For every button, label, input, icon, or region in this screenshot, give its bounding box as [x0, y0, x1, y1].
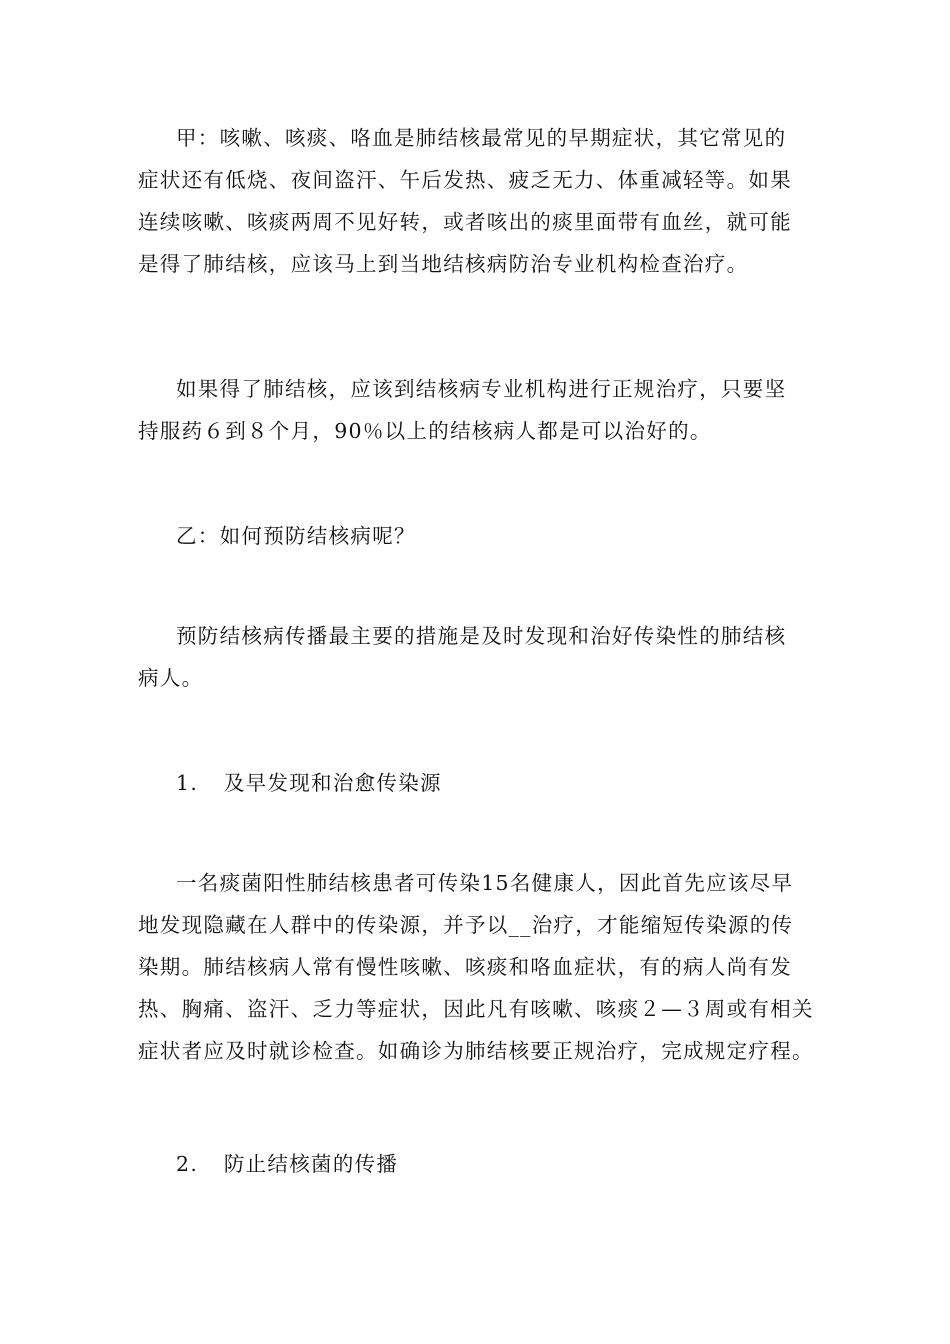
paragraph-line: 预防结核病传播最主要的措施是及时发现和治好传染性的肺结核: [176, 624, 787, 648]
list-item: [176, 762, 442, 804]
paragraph-treatment: [138, 368, 828, 452]
paragraph-line: 症状还有低烧、夜间盗汗、午后发热、疲乏无力、体重减轻等。如果: [138, 168, 792, 192]
paragraph-line: 如果得了肺结核，应该到结核病专业机构进行正规治疗，只要坚: [176, 377, 787, 401]
list-item-text: 及早发现和治愈传染源: [223, 771, 442, 795]
paragraph-line: 乙：如何预防结核病呢？: [176, 524, 416, 548]
paragraph-line: 地发现隐藏在人群中的传染源，并予以__治疗，才能缩短传染源的传: [138, 913, 794, 937]
paragraph-source-control: [138, 862, 828, 1072]
list-item-number: 2.: [176, 1152, 199, 1176]
list-item-text: 防止结核菌的传播: [223, 1152, 399, 1176]
paragraph-line: 一名痰菌阳性肺结核患者可传染15名健康人，因此首先应该尽早: [176, 871, 794, 895]
paragraph-prevention: [138, 615, 828, 699]
list-item-number: 1.: [176, 771, 199, 795]
paragraph-line: 持服药６到８个月，90％以上的结核病人都是可以治好的。: [138, 419, 712, 443]
paragraph-question: [138, 515, 828, 557]
paragraph-line: 连续咳嗽、咳痰两周不见好转，或者咳出的痰里面带有血丝，就可能: [138, 210, 792, 234]
paragraph-line: 症状者应及时就诊检查。如确诊为肺结核要正规治疗，完成规定疗程。: [138, 1039, 814, 1063]
paragraph-line: 甲：咳嗽、咳痰、咯血是肺结核最常见的早期症状，其它常见的: [176, 126, 787, 150]
paragraph-line: 是得了肺结核，应该马上到当地结核病防治专业机构检查治疗。: [138, 252, 749, 276]
paragraph-symptoms: [138, 117, 828, 285]
paragraph-line: 病人。: [138, 666, 204, 690]
paragraph-line: 热、胸痛、盗汗、乏力等症状，因此凡有咳嗽、咳痰２—３周或有相关: [138, 997, 814, 1021]
list-item: [176, 1143, 398, 1185]
paragraph-line: 染期。肺结核病人常有慢性咳嗽、咳痰和咯血症状，有的病人尚有发: [138, 955, 792, 979]
